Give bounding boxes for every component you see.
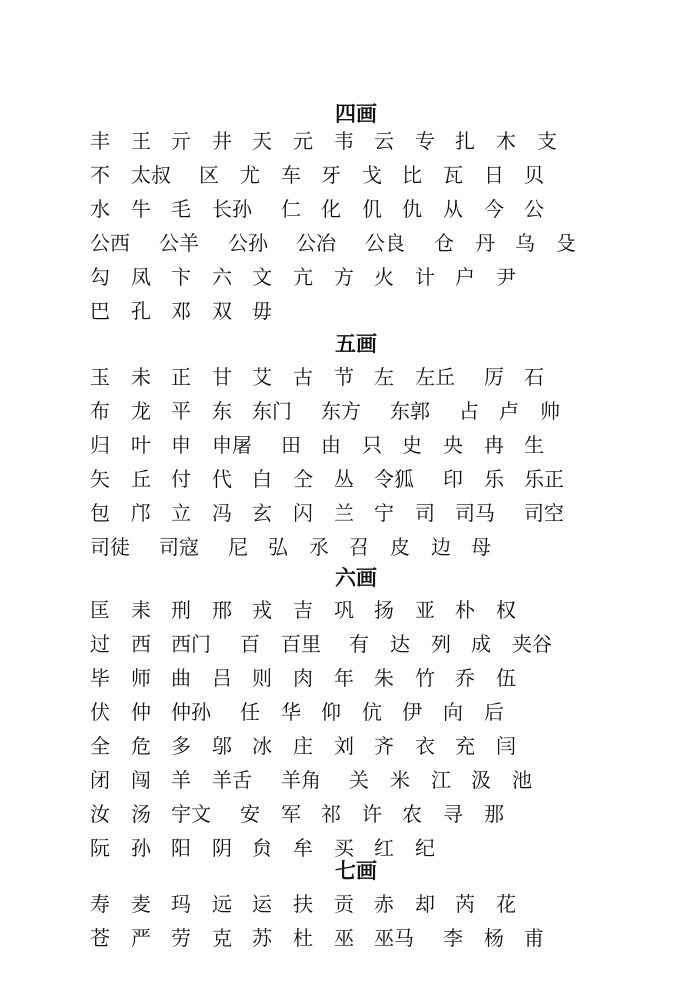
surname-entry: 严 [131,926,151,950]
surname-entry: 伊 [402,700,422,724]
surname-entry: 石 [524,365,544,389]
surname-entry: 任 [240,700,260,724]
surname-entry: 生 [524,433,544,457]
surname-entry: 扎 [455,129,475,153]
surname-entry: 从 [443,197,463,221]
surname-entry: 戈 [362,163,382,187]
surname-entry: 夹谷 [512,632,552,656]
surname-entry: 却 [415,892,435,916]
surname-entry: 竹 [415,666,435,690]
surname-entry: 伍 [496,666,516,690]
surname-entry: 闯 [131,768,151,792]
surname-entry: 仲 [131,700,151,724]
surname-entry: 王 [131,129,151,153]
surname-entry: 关 [349,768,369,792]
surname-entry: 皮 [390,535,410,559]
surname-entry: 公冶 [296,231,336,255]
surname-entry: 付 [171,467,191,491]
surname-entry: 司马 [455,501,495,525]
surname-entry: 过 [90,632,110,656]
surname-entry: 全 [90,734,110,758]
surname-entry: 红 [374,836,394,860]
surname-entry: 羊 [171,768,191,792]
surname-row [90,230,690,258]
surname-entry: 左丘 [415,365,455,389]
surname-entry: 未 [131,365,151,389]
surname-entry: 太叔 [131,163,171,187]
surname-entry: 宇文 [171,802,211,826]
surname-entry: 矢 [90,467,110,491]
surname-entry: 扶 [293,892,313,916]
surname-entry: 孙 [131,836,151,860]
surname-entry: 西 [131,632,151,656]
surname-entry: 勾 [90,265,110,289]
surname-entry: 寻 [443,802,463,826]
surname-entry: 巫马 [374,926,414,950]
surname-entry: 庄 [293,734,313,758]
surname-entry: 计 [415,265,435,289]
surname-entry: 池 [512,768,532,792]
surname-entry: 邢 [212,598,232,622]
surname-entry: 曲 [171,666,191,690]
surname-row [90,767,690,795]
surname-row [90,597,690,625]
surname-entry: 六 [212,265,232,289]
surname-row [90,162,690,190]
surname-entry: 殳 [556,231,576,255]
surname-entry: 达 [390,632,410,656]
surname-entry: 乐正 [524,467,564,491]
surname-entry: 米 [390,768,410,792]
surname-entry: 立 [171,501,191,525]
surname-entry: 牟 [293,836,313,860]
surname-entry: 司寇 [159,535,199,559]
surname-entry: 乌 [515,231,535,255]
surname-entry: 归 [90,433,110,457]
surname-entry: 亚 [415,598,435,622]
surname-row [90,631,690,659]
surname-entry: 华 [281,700,301,724]
surname-entry: 伏 [90,700,110,724]
surname-entry: 成 [471,632,491,656]
surname-entry: 西门 [171,632,211,656]
surname-entry: 仇 [402,197,422,221]
surname-entry: 阮 [90,836,110,860]
surname-entry: 仝 [293,467,313,491]
surname-entry: 布 [90,399,110,423]
surname-entry: 平 [171,399,191,423]
stroke-count-heading: 四画 [335,102,377,126]
surname-entry: 公羊 [159,231,199,255]
surname-entry: 运 [252,892,272,916]
surname-entry: 朴 [455,598,475,622]
stroke-count-heading: 六画 [335,566,377,590]
surname-entry: 日 [484,163,504,187]
surname-entry: 那 [484,802,504,826]
surname-entry: 凤 [131,265,151,289]
surname-row [90,500,690,528]
surname-entry: 瓦 [443,163,463,187]
surname-entry: 朱 [374,666,394,690]
surname-entry: 印 [443,467,463,491]
surname-entry: 只 [362,433,382,457]
surname-entry: 天 [252,129,272,153]
surname-entry: 帅 [540,399,560,423]
surname-entry: 白 [252,467,272,491]
surname-entry: 古 [293,365,313,389]
surname-entry: 水 [90,197,110,221]
surname-entry: 齐 [374,734,394,758]
surname-entry: 扬 [374,598,394,622]
surname-entry: 井 [212,129,232,153]
surname-entry: 邝 [131,501,151,525]
surname-entry: 母 [471,535,491,559]
surname-entry: 丹 [475,231,495,255]
surname-entry: 军 [281,802,301,826]
surname-row [90,534,690,562]
surname-entry: 羊角 [281,768,321,792]
surname-entry: 匡 [90,598,110,622]
surname-entry: 刘 [334,734,354,758]
surname-entry: 苍 [90,926,110,950]
surname-entry: 双 [212,299,232,323]
surname-entry: 左 [374,365,394,389]
surname-entry: 贝 [524,163,544,187]
surname-entry: 耒 [131,598,151,622]
surname-entry: 东门 [252,399,292,423]
surname-entry: 汲 [471,768,491,792]
surname-entry: 央 [443,433,463,457]
surname-entry: 劳 [171,926,191,950]
surname-entry: 厉 [484,365,504,389]
surname-entry: 长孙 [212,197,252,221]
surname-entry: 令狐 [374,467,414,491]
surname-entry: 冉 [484,433,504,457]
surname-entry: 公 [524,197,544,221]
surname-entry: 公良 [365,231,405,255]
surname-entry: 龙 [131,399,151,423]
surname-entry: 伉 [362,700,382,724]
surname-entry: 闪 [293,501,313,525]
surname-entry: 甘 [212,365,232,389]
surname-entry: 则 [252,666,272,690]
stroke-count-heading: 五画 [335,332,377,356]
surname-entry: 克 [212,926,232,950]
surname-entry: 向 [443,700,463,724]
surname-entry: 农 [402,802,422,826]
surname-entry: 司空 [524,501,564,525]
surname-entry: 亢 [293,265,313,289]
surname-entry: 羊舌 [212,768,252,792]
surname-entry: 杨 [484,926,504,950]
surname-entry: 乐 [484,467,504,491]
surname-entry: 甫 [524,926,544,950]
surname-entry: 召 [349,535,369,559]
surname-entry: 兰 [334,501,354,525]
surname-entry: 乔 [455,666,475,690]
surname-entry: 区 [199,163,219,187]
surname-entry: 玉 [90,365,110,389]
surname-entry: 尼 [228,535,248,559]
surname-entry: 吉 [293,598,313,622]
surname-entry: 节 [334,365,354,389]
surname-entry: 云 [374,129,394,153]
surname-entry: 贡 [334,892,354,916]
surname-entry: 巫 [334,926,354,950]
surname-entry: 赤 [374,892,394,916]
surname-entry: 韦 [334,129,354,153]
surname-entry: 安 [240,802,260,826]
surname-entry: 毋 [252,299,272,323]
surname-entry: 阴 [212,836,232,860]
surname-entry: 东 [212,399,232,423]
surname-entry: 吕 [212,666,232,690]
surname-entry: 花 [496,892,516,916]
surname-entry: 丰 [90,129,110,153]
surname-entry: 由 [321,433,341,457]
surname-entry: 元 [293,129,313,153]
surname-entry: 后 [484,700,504,724]
surname-entry: 丛 [334,467,354,491]
surname-entry: 李 [443,926,463,950]
surname-entry: 芮 [455,892,475,916]
surname-entry: 杜 [293,926,313,950]
surname-entry: 邓 [171,299,191,323]
surname-entry: 亓 [171,129,191,153]
surname-entry: 苏 [252,926,272,950]
surname-entry: 汝 [90,802,110,826]
surname-row [90,801,690,829]
surname-entry: 正 [171,365,191,389]
surname-entry: 叶 [131,433,151,457]
surname-entry: 司徒 [90,535,130,559]
surname-entry: 仓 [434,231,454,255]
surname-entry: 冯 [212,501,232,525]
surname-entry: 公孙 [228,231,268,255]
surname-entry: 权 [496,598,516,622]
surname-row [90,733,690,761]
surname-row [90,891,690,919]
surname-entry: 边 [431,535,451,559]
surname-entry: 化 [321,197,341,221]
surname-entry: 占 [459,399,479,423]
surname-entry: 冰 [252,734,272,758]
surname-entry: 年 [334,666,354,690]
surname-entry: 孔 [131,299,151,323]
surname-entry: 尹 [496,265,516,289]
surname-entry: 汤 [131,802,151,826]
surname-row [90,364,690,392]
surname-row [90,264,690,292]
surname-entry: 闭 [90,768,110,792]
surname-row [90,398,690,426]
surname-entry: 田 [281,433,301,457]
surname-entry: 公西 [90,231,130,255]
surname-entry: 戎 [252,598,272,622]
surname-row [90,665,690,693]
surname-entry: 卢 [499,399,519,423]
surname-entry: 仉 [362,197,382,221]
surname-entry: 氶 [309,535,329,559]
surname-row [90,699,690,727]
surname-entry: 支 [537,129,557,153]
surname-entry: 远 [212,892,232,916]
surname-entry: 火 [374,265,394,289]
surname-entry: 申屠 [212,433,252,457]
surname-entry: 毕 [90,666,110,690]
surname-entry: 专 [415,129,435,153]
surname-entry: 许 [362,802,382,826]
surname-entry: 仰 [321,700,341,724]
surname-entry: 有 [349,632,369,656]
surname-entry: 东方 [321,399,361,423]
surname-entry: 包 [90,501,110,525]
surname-entry: 阳 [171,836,191,860]
surname-entry: 尤 [240,163,260,187]
surname-entry: 今 [484,197,504,221]
surname-entry: 多 [171,734,191,758]
surname-entry: 巴 [90,299,110,323]
surname-entry: 闫 [496,734,516,758]
surname-entry: 寿 [90,892,110,916]
surname-entry: 文 [252,265,272,289]
surname-entry: 车 [281,163,301,187]
surname-entry: 史 [402,433,422,457]
surname-entry: 牛 [131,197,151,221]
surname-row [90,128,690,156]
surname-entry: 司 [415,501,435,525]
surname-entry: 代 [212,467,232,491]
surname-entry: 宁 [374,501,394,525]
surname-entry: 肉 [293,666,313,690]
surname-entry: 刑 [171,598,191,622]
surname-entry: 危 [131,734,151,758]
surname-row [90,432,690,460]
surname-entry: 仲孙 [171,700,211,724]
surname-entry: 丘 [131,467,151,491]
surname-row [90,925,690,953]
surname-entry: 百 [240,632,260,656]
surname-entry: 仁 [281,197,301,221]
stroke-count-heading: 七画 [335,859,377,883]
surname-entry: 毛 [171,197,191,221]
surname-entry: 巩 [334,598,354,622]
surname-entry: 充 [455,734,475,758]
surname-entry: 艾 [252,365,272,389]
surname-entry: 弘 [268,535,288,559]
surname-entry: 列 [431,632,451,656]
surname-entry: 贠 [252,836,272,860]
surname-entry: 比 [402,163,422,187]
surname-entry: 木 [496,129,516,153]
surname-entry: 申 [171,433,191,457]
surname-entry: 江 [431,768,451,792]
surname-entry: 衣 [415,734,435,758]
surname-entry: 户 [455,265,475,289]
surname-entry: 买 [334,836,354,860]
surname-row [90,298,690,326]
surname-entry: 麦 [131,892,151,916]
surname-row [90,466,690,494]
surname-entry: 纪 [415,836,435,860]
surname-entry: 牙 [321,163,341,187]
surname-entry: 玄 [252,501,272,525]
surname-entry: 祁 [321,802,341,826]
surname-entry: 不 [90,163,110,187]
surname-entry: 邬 [212,734,232,758]
surname-entry: 百里 [281,632,321,656]
surname-entry: 卞 [171,265,191,289]
surname-entry: 玛 [171,892,191,916]
surname-entry: 师 [131,666,151,690]
surname-entry: 方 [334,265,354,289]
surname-entry: 东郭 [390,399,430,423]
surname-row [90,196,690,224]
